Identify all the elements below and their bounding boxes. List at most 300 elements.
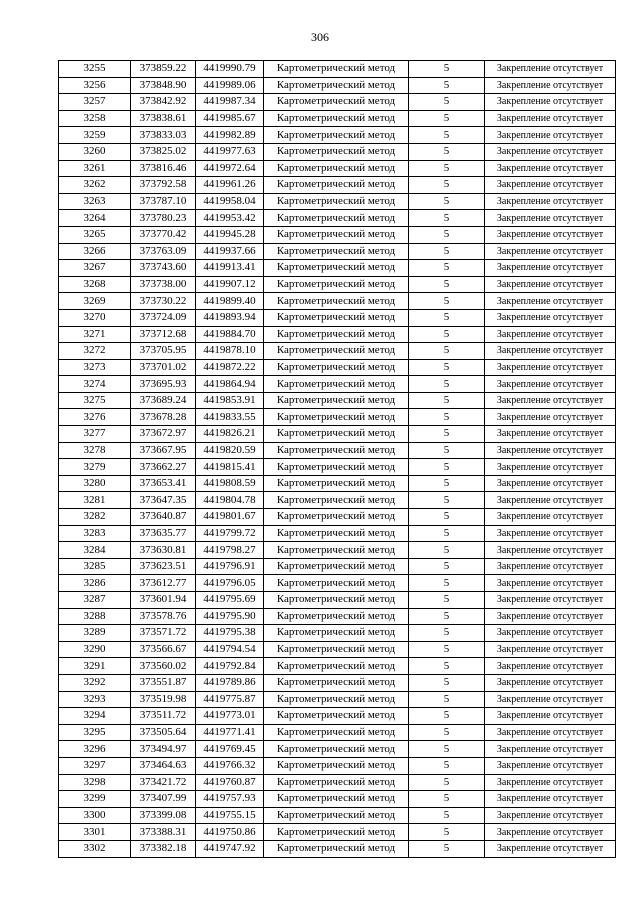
x-coordinate-cell: 373825.02 [131,143,196,160]
point-number-cell: 3266 [59,243,131,260]
x-coordinate-cell: 373612.77 [131,575,196,592]
y-coordinate-cell: 4419798.27 [196,542,264,559]
point-number-cell: 3263 [59,193,131,210]
x-coordinate-cell: 373635.77 [131,525,196,542]
fixation-cell: Закрепление отсутствует [485,61,616,78]
y-coordinate-cell: 4419796.91 [196,558,264,575]
y-coordinate-cell: 4419750.86 [196,824,264,841]
x-coordinate-cell: 373560.02 [131,658,196,675]
fixation-cell: Закрепление отсутствует [485,509,616,526]
point-number-cell: 3293 [59,691,131,708]
x-coordinate-cell: 373695.93 [131,376,196,393]
point-number-cell: 3281 [59,492,131,509]
point-number-cell: 3257 [59,94,131,111]
method-cell: Картометрический метод [264,110,409,127]
table-row [59,592,616,609]
x-coordinate-cell: 373816.46 [131,160,196,177]
y-coordinate-cell: 4419747.92 [196,840,264,857]
y-coordinate-cell: 4419977.63 [196,143,264,160]
x-coordinate-cell: 373724.09 [131,309,196,326]
point-number-cell: 3298 [59,774,131,791]
y-coordinate-cell: 4419989.06 [196,77,264,94]
table-row [59,260,616,277]
point-number-cell: 3297 [59,757,131,774]
method-cell: Картометрический метод [264,226,409,243]
accuracy-cell: 5 [409,127,485,144]
coordinates-table-body [59,61,616,858]
fixation-cell: Закрепление отсутствует [485,442,616,459]
accuracy-cell: 5 [409,525,485,542]
x-coordinate-cell: 373505.64 [131,724,196,741]
y-coordinate-cell: 4419815.41 [196,459,264,476]
point-number-cell: 3287 [59,592,131,609]
fixation-cell: Закрепление отсутствует [485,525,616,542]
y-coordinate-cell: 4419953.42 [196,210,264,227]
method-cell: Картометрический метод [264,791,409,808]
y-coordinate-cell: 4419878.10 [196,343,264,360]
table-row [59,110,616,127]
y-coordinate-cell: 4419795.69 [196,592,264,609]
fixation-cell: Закрепление отсутствует [485,77,616,94]
fixation-cell: Закрепление отсутствует [485,260,616,277]
accuracy-cell: 5 [409,542,485,559]
y-coordinate-cell: 4419789.86 [196,674,264,691]
method-cell: Картометрический метод [264,625,409,642]
method-cell: Картометрический метод [264,542,409,559]
x-coordinate-cell: 373421.72 [131,774,196,791]
x-coordinate-cell: 373701.02 [131,359,196,376]
table-row [59,492,616,509]
accuracy-cell: 5 [409,110,485,127]
accuracy-cell: 5 [409,724,485,741]
accuracy-cell: 5 [409,807,485,824]
y-coordinate-cell: 4419755.15 [196,807,264,824]
point-number-cell: 3268 [59,276,131,293]
table-row [59,774,616,791]
accuracy-cell: 5 [409,359,485,376]
accuracy-cell: 5 [409,791,485,808]
accuracy-cell: 5 [409,558,485,575]
accuracy-cell: 5 [409,293,485,310]
y-coordinate-cell: 4419985.67 [196,110,264,127]
y-coordinate-cell: 4419775.87 [196,691,264,708]
method-cell: Картометрический метод [264,94,409,111]
point-number-cell: 3269 [59,293,131,310]
fixation-cell: Закрепление отсутствует [485,226,616,243]
page-number: 306 [311,30,329,44]
table-row [59,409,616,426]
table-row [59,475,616,492]
x-coordinate-cell: 373780.23 [131,210,196,227]
point-number-cell: 3267 [59,260,131,277]
accuracy-cell: 5 [409,193,485,210]
method-cell: Картометрический метод [264,525,409,542]
fixation-cell: Закрепление отсутствует [485,774,616,791]
fixation-cell: Закрепление отсутствует [485,724,616,741]
fixation-cell: Закрепление отсутствует [485,558,616,575]
y-coordinate-cell: 4419913.41 [196,260,264,277]
accuracy-cell: 5 [409,592,485,609]
point-number-cell: 3270 [59,309,131,326]
method-cell: Картометрический метод [264,558,409,575]
accuracy-cell: 5 [409,226,485,243]
accuracy-cell: 5 [409,840,485,857]
fixation-cell: Закрепление отсутствует [485,326,616,343]
table-row [59,61,616,78]
method-cell: Картометрический метод [264,243,409,260]
method-cell: Картометрический метод [264,475,409,492]
table-row [59,177,616,194]
accuracy-cell: 5 [409,575,485,592]
accuracy-cell: 5 [409,343,485,360]
accuracy-cell: 5 [409,708,485,725]
fixation-cell: Закрепление отсутствует [485,376,616,393]
method-cell: Картометрический метод [264,459,409,476]
method-cell: Картометрический метод [264,741,409,758]
table-row [59,243,616,260]
method-cell: Картометрический метод [264,343,409,360]
fixation-cell: Закрепление отсутствует [485,542,616,559]
method-cell: Картометрический метод [264,608,409,625]
point-number-cell: 3264 [59,210,131,227]
accuracy-cell: 5 [409,210,485,227]
x-coordinate-cell: 373730.22 [131,293,196,310]
table-row [59,309,616,326]
x-coordinate-cell: 373662.27 [131,459,196,476]
x-coordinate-cell: 373763.09 [131,243,196,260]
point-number-cell: 3286 [59,575,131,592]
table-row [59,442,616,459]
accuracy-cell: 5 [409,824,485,841]
table-row [59,558,616,575]
y-coordinate-cell: 4419982.89 [196,127,264,144]
table-row [59,658,616,675]
x-coordinate-cell: 373464.63 [131,757,196,774]
x-coordinate-cell: 373494.97 [131,741,196,758]
point-number-cell: 3279 [59,459,131,476]
fixation-cell: Закрепление отсутствует [485,110,616,127]
x-coordinate-cell: 373571.72 [131,625,196,642]
accuracy-cell: 5 [409,475,485,492]
method-cell: Картометрический метод [264,61,409,78]
method-cell: Картометрический метод [264,293,409,310]
accuracy-cell: 5 [409,392,485,409]
point-number-cell: 3272 [59,343,131,360]
y-coordinate-cell: 4419833.55 [196,409,264,426]
point-number-cell: 3277 [59,426,131,443]
table-row [59,459,616,476]
method-cell: Картометрический метод [264,77,409,94]
table-row [59,226,616,243]
table-row [59,293,616,310]
table-row [59,359,616,376]
fixation-cell: Закрепление отсутствует [485,492,616,509]
table-row [59,210,616,227]
fixation-cell: Закрепление отсутствует [485,625,616,642]
fixation-cell: Закрепление отсутствует [485,824,616,841]
table-row [59,708,616,725]
point-number-cell: 3280 [59,475,131,492]
point-number-cell: 3261 [59,160,131,177]
y-coordinate-cell: 4419864.94 [196,376,264,393]
method-cell: Картометрический метод [264,724,409,741]
point-number-cell: 3284 [59,542,131,559]
point-number-cell: 3295 [59,724,131,741]
y-coordinate-cell: 4419893.94 [196,309,264,326]
point-number-cell: 3276 [59,409,131,426]
y-coordinate-cell: 4419757.93 [196,791,264,808]
x-coordinate-cell: 373382.18 [131,840,196,857]
fixation-cell: Закрепление отсутствует [485,741,616,758]
x-coordinate-cell: 373738.00 [131,276,196,293]
y-coordinate-cell: 4419801.67 [196,509,264,526]
table-row [59,724,616,741]
point-number-cell: 3256 [59,77,131,94]
table-row [59,127,616,144]
fixation-cell: Закрепление отсутствует [485,309,616,326]
method-cell: Картометрический метод [264,426,409,443]
accuracy-cell: 5 [409,509,485,526]
accuracy-cell: 5 [409,143,485,160]
method-cell: Картометрический метод [264,442,409,459]
x-coordinate-cell: 373519.98 [131,691,196,708]
table-row [59,641,616,658]
fixation-cell: Закрепление отсутствует [485,674,616,691]
fixation-cell: Закрепление отсутствует [485,575,616,592]
accuracy-cell: 5 [409,243,485,260]
method-cell: Картометрический метод [264,641,409,658]
x-coordinate-cell: 373551.87 [131,674,196,691]
point-number-cell: 3283 [59,525,131,542]
table-row [59,608,616,625]
x-coordinate-cell: 373833.03 [131,127,196,144]
accuracy-cell: 5 [409,276,485,293]
method-cell: Картометрический метод [264,160,409,177]
accuracy-cell: 5 [409,774,485,791]
fixation-cell: Закрепление отсутствует [485,127,616,144]
x-coordinate-cell: 373712.68 [131,326,196,343]
x-coordinate-cell: 373848.90 [131,77,196,94]
accuracy-cell: 5 [409,459,485,476]
point-number-cell: 3282 [59,509,131,526]
point-number-cell: 3274 [59,376,131,393]
table-row [59,509,616,526]
point-number-cell: 3273 [59,359,131,376]
accuracy-cell: 5 [409,177,485,194]
method-cell: Картометрический метод [264,658,409,675]
method-cell: Картометрический метод [264,260,409,277]
x-coordinate-cell: 373623.51 [131,558,196,575]
point-number-cell: 3291 [59,658,131,675]
y-coordinate-cell: 4419760.87 [196,774,264,791]
point-number-cell: 3255 [59,61,131,78]
fixation-cell: Закрепление отсутствует [485,708,616,725]
accuracy-cell: 5 [409,260,485,277]
accuracy-cell: 5 [409,658,485,675]
accuracy-cell: 5 [409,442,485,459]
y-coordinate-cell: 4419872.22 [196,359,264,376]
y-coordinate-cell: 4419884.70 [196,326,264,343]
method-cell: Картометрический метод [264,807,409,824]
fixation-cell: Закрепление отсутствует [485,243,616,260]
y-coordinate-cell: 4419796.05 [196,575,264,592]
coordinates-table [58,60,616,858]
y-coordinate-cell: 4419937.66 [196,243,264,260]
accuracy-cell: 5 [409,641,485,658]
method-cell: Картометрический метод [264,575,409,592]
y-coordinate-cell: 4419773.01 [196,708,264,725]
x-coordinate-cell: 373566.67 [131,641,196,658]
y-coordinate-cell: 4419820.59 [196,442,264,459]
x-coordinate-cell: 373640.87 [131,509,196,526]
fixation-cell: Закрепление отсутствует [485,658,616,675]
method-cell: Картометрический метод [264,210,409,227]
accuracy-cell: 5 [409,608,485,625]
method-cell: Картометрический метод [264,309,409,326]
y-coordinate-cell: 4419808.59 [196,475,264,492]
point-number-cell: 3271 [59,326,131,343]
point-number-cell: 3278 [59,442,131,459]
x-coordinate-cell: 373653.41 [131,475,196,492]
point-number-cell: 3259 [59,127,131,144]
method-cell: Картометрический метод [264,276,409,293]
x-coordinate-cell: 373787.10 [131,193,196,210]
point-number-cell: 3285 [59,558,131,575]
y-coordinate-cell: 4419799.72 [196,525,264,542]
y-coordinate-cell: 4419961.26 [196,177,264,194]
table-row [59,525,616,542]
table-row [59,542,616,559]
y-coordinate-cell: 4419987.34 [196,94,264,111]
accuracy-cell: 5 [409,77,485,94]
method-cell: Картометрический метод [264,757,409,774]
table-row [59,625,616,642]
method-cell: Картометрический метод [264,409,409,426]
x-coordinate-cell: 373630.81 [131,542,196,559]
method-cell: Картометрический метод [264,824,409,841]
table-row [59,160,616,177]
y-coordinate-cell: 4419853.91 [196,392,264,409]
point-number-cell: 3301 [59,824,131,841]
method-cell: Картометрический метод [264,143,409,160]
point-number-cell: 3260 [59,143,131,160]
table-row [59,276,616,293]
x-coordinate-cell: 373647.35 [131,492,196,509]
x-coordinate-cell: 373511.72 [131,708,196,725]
accuracy-cell: 5 [409,376,485,393]
x-coordinate-cell: 373705.95 [131,343,196,360]
x-coordinate-cell: 373601.94 [131,592,196,609]
accuracy-cell: 5 [409,326,485,343]
accuracy-cell: 5 [409,160,485,177]
fixation-cell: Закрепление отсутствует [485,791,616,808]
method-cell: Картометрический метод [264,691,409,708]
fixation-cell: Закрепление отсутствует [485,94,616,111]
fixation-cell: Закрепление отсутствует [485,276,616,293]
x-coordinate-cell: 373399.08 [131,807,196,824]
y-coordinate-cell: 4419804.78 [196,492,264,509]
fixation-cell: Закрепление отсутствует [485,691,616,708]
table-row [59,691,616,708]
table-row [59,426,616,443]
fixation-cell: Закрепление отсутствует [485,143,616,160]
table-row [59,575,616,592]
point-number-cell: 3290 [59,641,131,658]
y-coordinate-cell: 4419769.45 [196,741,264,758]
fixation-cell: Закрепление отсутствует [485,210,616,227]
point-number-cell: 3258 [59,110,131,127]
fixation-cell: Закрепление отсутствует [485,392,616,409]
accuracy-cell: 5 [409,625,485,642]
y-coordinate-cell: 4419792.84 [196,658,264,675]
x-coordinate-cell: 373678.28 [131,409,196,426]
y-coordinate-cell: 4419945.28 [196,226,264,243]
fixation-cell: Закрепление отсутствует [485,193,616,210]
fixation-cell: Закрепление отсутствует [485,359,616,376]
y-coordinate-cell: 4419899.40 [196,293,264,310]
table-row [59,741,616,758]
x-coordinate-cell: 373859.22 [131,61,196,78]
x-coordinate-cell: 373838.61 [131,110,196,127]
point-number-cell: 3292 [59,674,131,691]
x-coordinate-cell: 373770.42 [131,226,196,243]
y-coordinate-cell: 4419907.12 [196,276,264,293]
table-row [59,326,616,343]
point-number-cell: 3294 [59,708,131,725]
accuracy-cell: 5 [409,309,485,326]
method-cell: Картометрический метод [264,326,409,343]
y-coordinate-cell: 4419795.90 [196,608,264,625]
table-row [59,757,616,774]
y-coordinate-cell: 4419766.32 [196,757,264,774]
fixation-cell: Закрепление отсутствует [485,840,616,857]
table-row [59,807,616,824]
fixation-cell: Закрепление отсутствует [485,592,616,609]
fixation-cell: Закрепление отсутствует [485,608,616,625]
accuracy-cell: 5 [409,492,485,509]
method-cell: Картометрический метод [264,376,409,393]
y-coordinate-cell: 4419771.41 [196,724,264,741]
y-coordinate-cell: 4419795.38 [196,625,264,642]
y-coordinate-cell: 4419958.04 [196,193,264,210]
accuracy-cell: 5 [409,426,485,443]
method-cell: Картометрический метод [264,509,409,526]
y-coordinate-cell: 4419972.64 [196,160,264,177]
accuracy-cell: 5 [409,741,485,758]
fixation-cell: Закрепление отсутствует [485,293,616,310]
table-row [59,376,616,393]
method-cell: Картометрический метод [264,359,409,376]
point-number-cell: 3300 [59,807,131,824]
table-row [59,343,616,360]
method-cell: Картометрический метод [264,840,409,857]
point-number-cell: 3296 [59,741,131,758]
x-coordinate-cell: 373407.99 [131,791,196,808]
x-coordinate-cell: 373842.92 [131,94,196,111]
method-cell: Картометрический метод [264,774,409,791]
x-coordinate-cell: 373578.76 [131,608,196,625]
accuracy-cell: 5 [409,94,485,111]
x-coordinate-cell: 373689.24 [131,392,196,409]
point-number-cell: 3262 [59,177,131,194]
accuracy-cell: 5 [409,409,485,426]
accuracy-cell: 5 [409,674,485,691]
y-coordinate-cell: 4419990.79 [196,61,264,78]
method-cell: Картометрический метод [264,492,409,509]
table-row [59,791,616,808]
table-row [59,77,616,94]
table-row [59,824,616,841]
